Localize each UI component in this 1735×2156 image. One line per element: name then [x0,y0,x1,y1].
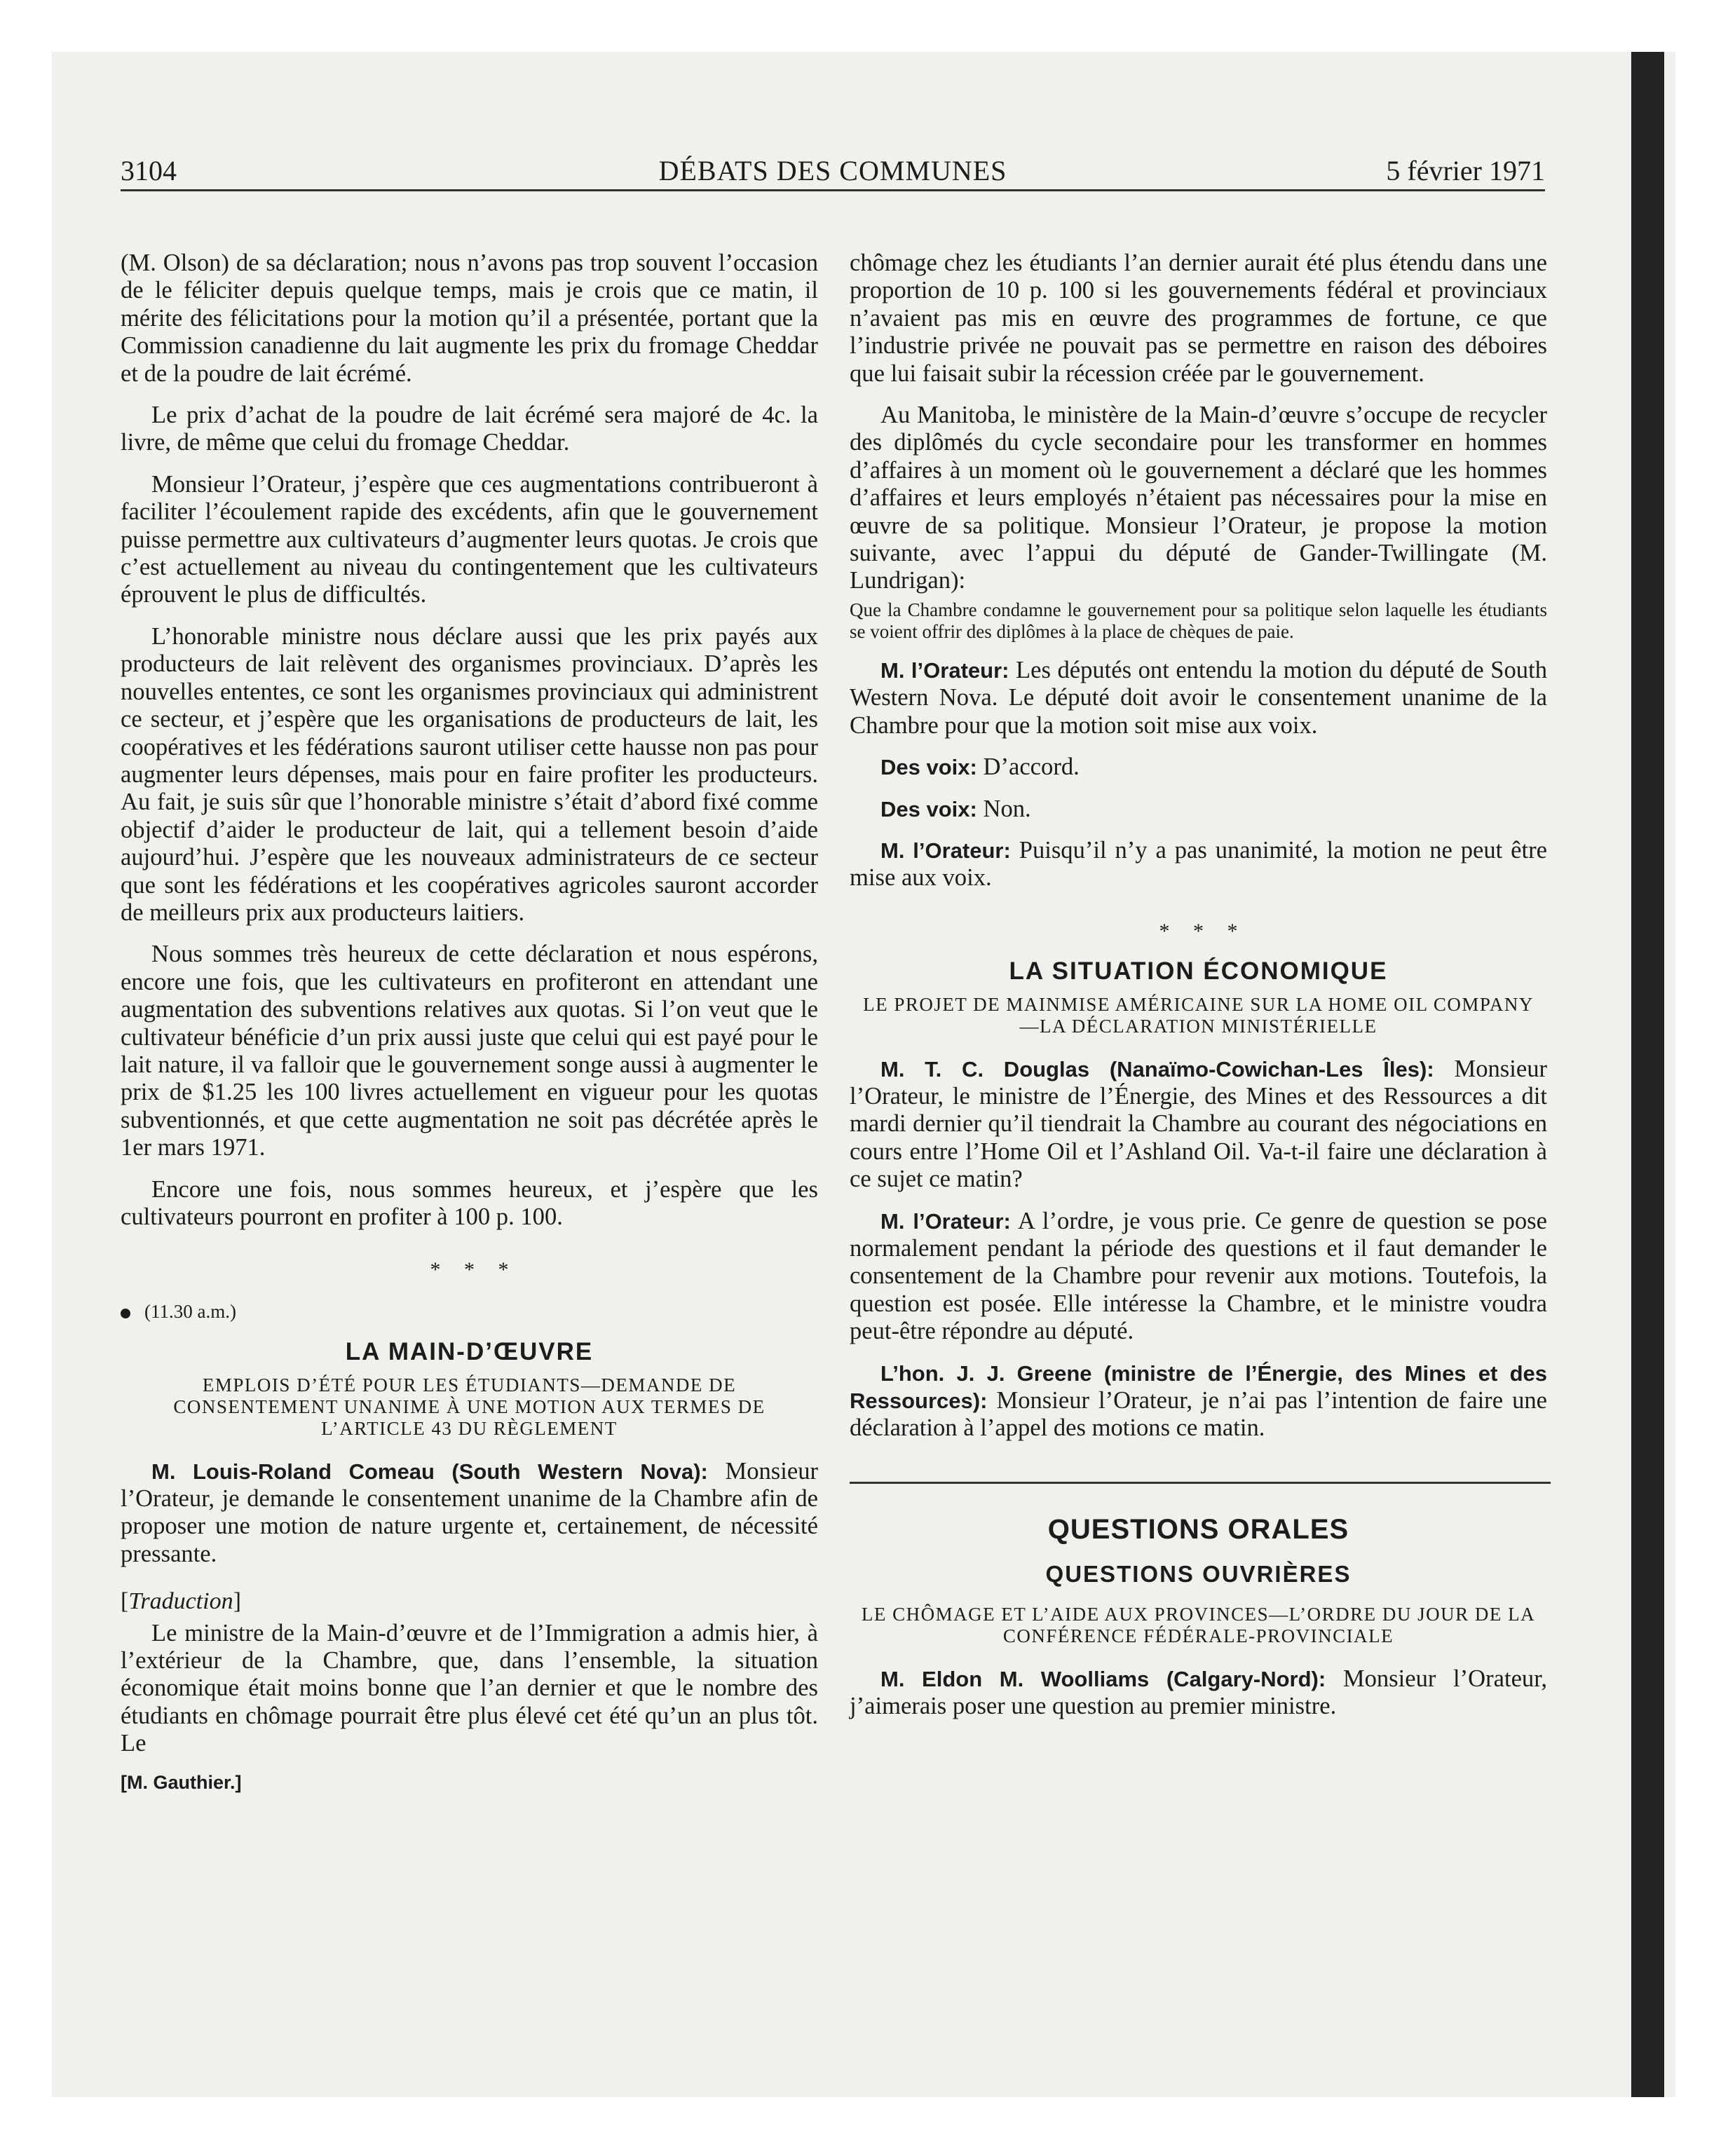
speech-text: Puisqu’il n’y a pas unanimité, la motion ne peut être mise aux voix. [850,836,1547,892]
motion-text: Que la Chambre condamne le gouvernement pour sa politique selon laquelle les étudiants se voient offrir des diplômes à la place de chèques de paie. [850,599,1547,642]
speech-text: Monsieur l’Orateur, je n’ai pas l’intention de faire une déclaration à l’appel des motions ce matin. [850,1387,1547,1442]
major-heading: QUESTIONS ORALES [1047,1513,1349,1545]
issue-date: 5 février 1971 [1386,155,1545,186]
publication-title: DÉBATS DES COMMUNES [658,155,1007,186]
timestamp-text: (11.30 a.m.) [144,1300,236,1322]
speaker-name: M. l’Orateur: [880,657,1009,683]
speaker-name: Des voix: [880,796,977,821]
section-heading: QUESTIONS OUVRIÈRES [1045,1561,1352,1588]
paragraph: Le prix d’achat de la poudre de lait écrémé sera majoré de 4c. la livre, de même que celui du fromage Cheddar. [121,402,818,456]
section-heading: LA MAIN-D’ŒUVRE [345,1338,594,1366]
speech-text: Monsieur l’Orateur, le ministre de l’Énergie, des Mines et des Ressources a dit mardi dernier qu’il tiendrait la Chambre au courant des négociations en cours entre l’Home Oil et l’Ashland Oil. Va-t-il faire une déclaration à ce sujet ce matin? [850,1055,1547,1193]
speech [850,1056,1547,1194]
speaker-footer-reference: [M. Gauthier.] [121,1771,242,1793]
running-header [121,153,1545,191]
speech [850,657,1547,739]
paragraph: Monsieur l’Orateur, j’espère que ces augmentations contribueront à faciliter l’écoulement rapide des excédents, afin que le gouvernement puisse permettre aux cultivateurs d’augmenter leurs quotas. Je crois que c’est actuellement au niveau du contingentement que les cultivateurs éprouvent le plus de difficultés. [121,470,818,608]
speech [850,796,1547,823]
left-column [121,250,818,1796]
speech-text: A l’ordre, je vous prie. Ce genre de question se pose normalement pendant la période des questions et il faut demander le consentement de la Chambre pour revenir aux motions. Toutefois, la question est posée. Elle intéresse la Chambre, et le ministre voudra peut-être répondre au député. [850,1207,1547,1345]
paragraph: Encore une fois, nous sommes heureux, et j’espère que les cultivateurs pourront en profiter à 100 p. 100. [121,1175,818,1230]
speaker-name: M. T. C. Douglas (Nanaïmo-Cowichan-Les Îles): [880,1056,1434,1082]
speech-text: Monsieur l’Orateur, j’aimerais poser une question au premier ministre. [850,1665,1547,1720]
timestamp [121,1298,818,1325]
speech [850,1208,1547,1346]
speaker-name: M. l’Orateur: [880,1208,1011,1234]
speech-text: Monsieur l’Orateur, je demande le consentement unanime de la Chambre afin de proposer une motion de nature urgente et, certainement, de nécessité pressante. [121,1457,818,1567]
paragraph: chômage chez les étudiants l’an dernier aurait été plus étendu dans une proportion de 10 p. 100 si les gouvernements fédéral et provinciaux n’avaient pas mis en œuvre des programmes de fortune, ce que l’industrie privée ne pouvait pas se permettre en raison des déboires que lui faisait subir la récession créée par le gouvernement. [850,250,1547,387]
speaker-name: M. Eldon M. Woolliams (Calgary-Nord): [880,1666,1326,1691]
speech [850,1665,1547,1721]
speech [121,1458,818,1569]
translation-label: Traduction [128,1588,233,1615]
section-rule [850,1482,1551,1484]
speaker-name: Des voix: [880,755,977,780]
page-edge-shadow [1631,52,1664,2097]
paragraph: Nous sommes très heureux de cette déclaration et nous espérons, encore une fois, que les cultivateurs en profiteront en attendant une augmentation des subventions relatives aux quotas. Si l’on veut que le cultivateur bénéficie d’un prix aussi juste que celui qui est payé pour le lait nature, il va falloir que le gouvernement songe aussi à augmenter le prix de $1.25 les 100 livres actuellement en vigueur pour les quotas subventionnés, et que cette augmentation ne soit pas décrétée après le 1er mars 1971. [121,941,818,1161]
subsection-heading: LE CHÔMAGE ET L’AIDE AUX PROVINCES—L’ORDRE DU JOUR DE LA CONFÉRENCE FÉDÉRALE-PROVINCIALE [861,1603,1536,1646]
paragraph: Au Manitoba, le ministère de la Main-d’œuvre s’occupe de recycler des diplômés du cycle secondaire pour les transformer en hommes d’affaires à un moment où le gouvernement a déclaré que les hommes d’affaires et leurs employés n’étaient pas nécessaires pour la mise en œuvre de sa politique. Monsieur l’Orateur, je propose la motion suivante, avec l’appui du député de Gander-Twillingate (M. Lundrigan): [850,402,1547,594]
speech [850,1360,1547,1442]
subsection-heading: EMPLOIS D’ÉTÉ POUR LES ÉTUDIANTS—DEMANDE DE CONSENTEMENT UNANIME À UNE MOTION AUX TERMES DE L’ARTICLE 43 DU RÈGLEMENT [173,1374,766,1439]
paragraph: (M. Olson) de sa déclaration; nous n’avons pas trop souvent l’occasion de le féliciter depuis quelque temps, mais je crois que ce matin, il mérite des félicitations pour la motion qu’il a présentée, portant que la Commission canadienne du lait augmente les prix du fromage Cheddar et de la poudre de lait écrémé. [121,250,818,387]
speaker-name: M. l’Orateur: [880,838,1011,863]
speaker-name: M. Louis-Roland Comeau (South Western Nova): [151,1459,708,1484]
speech-text: D’accord. [983,753,1080,781]
section-heading: LA SITUATION ÉCONOMIQUE [1009,957,1388,985]
speech-text: Les députés ont entendu la motion du député de South Western Nova. Le député doit avoir le consentement unanime de la Chambre pour que la motion soit mise aux voix. [850,656,1547,739]
page-number: 3104 [121,155,177,186]
section-separator: * * * [430,1258,509,1282]
section-separator: * * * [1159,919,1238,943]
speech-text: Non. [983,795,1031,822]
speech [850,837,1547,892]
subsection-heading: LE PROJET DE MAINMISE AMÉRICAINE SUR LA HOME OIL COMPANY—LA DÉCLARATION MINISTÉRIELLE [863,993,1534,1037]
speech [850,753,1547,781]
bullet-icon [121,1309,130,1318]
translation-note: [Traduction] [121,1588,241,1615]
paragraph: Le ministre de la Main-d’œuvre et de l’Immigration a admis hier, à l’extérieur de la Chambre, que, dans l’ensemble, la situation économique était moins bonne que l’an dernier et que le nombre des étudiants en chômage pourrait être plus élevé cet été qu’un an plus tôt. Le [121,1619,818,1757]
paragraph: L’honorable ministre nous déclare aussi que les prix payés aux producteurs de lait relèvent des organismes provinciaux. D’après les nouvelles ententes, ce sont les organismes provinciaux qui administrent ce secteur, et j’espère que les organisations de producteurs de lait, les coopératives et les fédérations sauront utiliser cette hausse non pas pour augmenter leurs dépenses, mais pour en faire profiter les producteurs. Au fait, je suis sûr que l’honorable ministre s’était d’abord fixé comme objectif d’aider le producteur de lait, qui a tellement besoin d’aide aujourd’hui. J’espère que les nouveaux administrateurs de ce secteur que sont les fédérations et les coopératives agricoles sauront accorder de meilleurs prix aux producteurs laitiers. [121,622,818,926]
right-column [850,250,1547,1720]
speaker-name: L’hon. J. J. Greene (ministre de l’Énergie, des Mines et des Ressources): [850,1360,1547,1413]
